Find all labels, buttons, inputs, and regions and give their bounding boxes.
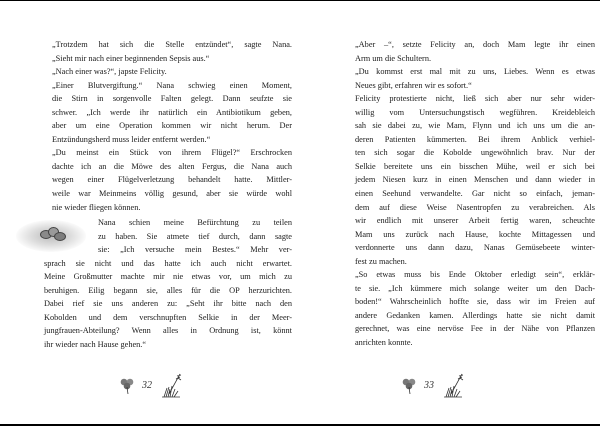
text-line: ten sich sogar die Kobolde ungewöhnlich brav. Nur der [355,148,595,158]
text-line: beruhigen. Eilig begann sie, alles für die OP herzurichten. [44,285,292,295]
text-line: weile war Meinmeins völlig gesund, aber sie würde wohl [52,189,292,199]
text-line: te sie. „Ich kümmere mich solange weiter um den Dach- [355,283,595,293]
text-line: sprach sie nicht und das hatte ich auch nicht erwartet. [44,258,292,268]
pebbles-image [12,216,94,256]
paragraph [44,79,292,147]
text-line: deren Patienten kümmerten. Bei ihrem Anblick verhiel- [355,134,595,144]
paragraph [44,146,292,214]
text-line: fest zu machen. [355,256,407,266]
text-line: jungfrauen-Abteilung? Wenn alles in Ordnung ist, könnt [44,326,292,336]
text-line: die Stirn in sorgenvolle Falten gelegt. Dann seufzte sie [52,94,292,104]
right-page [347,38,595,350]
page-number: 32 [142,379,152,391]
text-line: Meine Großmutter machte mir nie etwas vor, um mich zu [44,272,292,282]
text-line: „Einer Blutvergiftung.“ Nana schwieg einen Moment, [52,80,292,90]
text-line: zu haben. Sie atmete tief durch, dann sagte [98,231,292,241]
text-line: aber um eine Operation kommen wir nicht herum. Der [52,121,292,131]
text-line: „Sieht mir nach einer beginnenden Sepsis aus.“ [52,53,210,63]
text-line: „So etwas muss bis Ende Oktober erledigt sein“, erklär- [355,270,595,280]
text-line: anrichten konnte. [355,338,413,348]
clover-icon [120,377,134,393]
text-line: gerechnet, was eine nervöse Fee in der Nähe von Pflanzen [355,324,595,334]
text-line: Felicity protestierte nicht, ließ sich aber nur sehr wider- [355,94,595,104]
folio-left [120,370,182,400]
page-number: 33 [424,379,434,391]
text-line: Nana schien meine Befürchtung zu teilen [98,218,292,228]
text-line: Dabei rief sie uns anderen zu: „Seht ihr bitte nach den [44,299,292,309]
text-line: sah sie dabei zu, wie Mam, Flynn und ich uns um die an- [355,121,595,131]
paragraph [347,65,595,92]
paragraph [44,38,292,65]
text-line: sie: „Ich versuche mein Bestes.“ Mehr ver- [98,245,292,255]
folio-right [402,370,464,400]
text-line: „Nach einer was?“, japste Felicity. [52,67,167,77]
paragraph [44,216,292,351]
text-line: willig vom Untersuchungstisch wegführen. Kreidebleich [355,107,595,117]
text-line: dem auf diese Weise Nasentropfen zu verabreichen. Als [355,202,595,212]
text-line: Mam uns zurück nach Hause, kochte Mittagessen und [355,229,595,239]
text-line: wegen einer Flügelverletzung behandelt hatte. Mittler- [52,175,292,185]
text-line: schwer. „Ich werde ihr natürlich ein Antibiotikum geben, [52,107,292,117]
text-line: Arm um die Schultern. [355,53,432,63]
text-line: wir endlich mit unserer Arbeit fertig waren, scheuchte [355,216,595,226]
paragraph [347,268,595,349]
clover-icon [402,377,416,393]
text-line: nie wieder fliegen können. [52,202,141,212]
text-line: boden!“ Wahrscheinlich hoffte sie, dass wir im Freien auf [355,297,595,307]
left-page [44,38,292,352]
text-line: jedem Niesen kurz in einen Menschen und dann wieder in [355,175,595,185]
text-line: „Aber –“, setzte Felicity an, doch Mam legte ihr einen [355,40,595,49]
text-line: „Du meinst ein Stück von ihrem Flügel?“ Erschrocken [52,148,292,158]
text-line: Neues gibt, erfahren wir es sofort.“ [355,80,472,90]
text-line: „Du kommst erst mal mit zu uns, Liebes. Wenn es etwas [355,67,595,77]
text-line: ihr wieder nach Hause gehen.“ [44,340,147,350]
grass-icon [442,372,464,398]
top-border [0,0,600,1]
text-line: dachte ich an die Möwe des alten Fergus, die Nana auch [52,161,292,171]
text-line: andere Gedanken kamen. Allerdings hatte sie nicht damit [355,310,595,320]
text-line: verdonnerte uns dann dazu, Nanas Gemüsebeete winter- [355,243,595,253]
text-line: Selkie bereitete uns ein bisschen Mühe, weil er sich bei [355,161,595,171]
text-line: Entzündungsherd muss leider entfernt werden.“ [52,134,211,144]
text-line: einen Seehund verwandelte. Gar nicht so einfach, jeman- [355,189,595,199]
paragraph [347,92,595,268]
grass-icon [160,372,182,398]
text-line: „Trotzdem hat sich die Stelle entzündet“, sagte Nana. [52,40,292,49]
paragraph [44,65,292,79]
paragraph [347,38,595,65]
text-line: Kobolden und dem verschnupften Selkie in der Meer- [44,312,292,322]
